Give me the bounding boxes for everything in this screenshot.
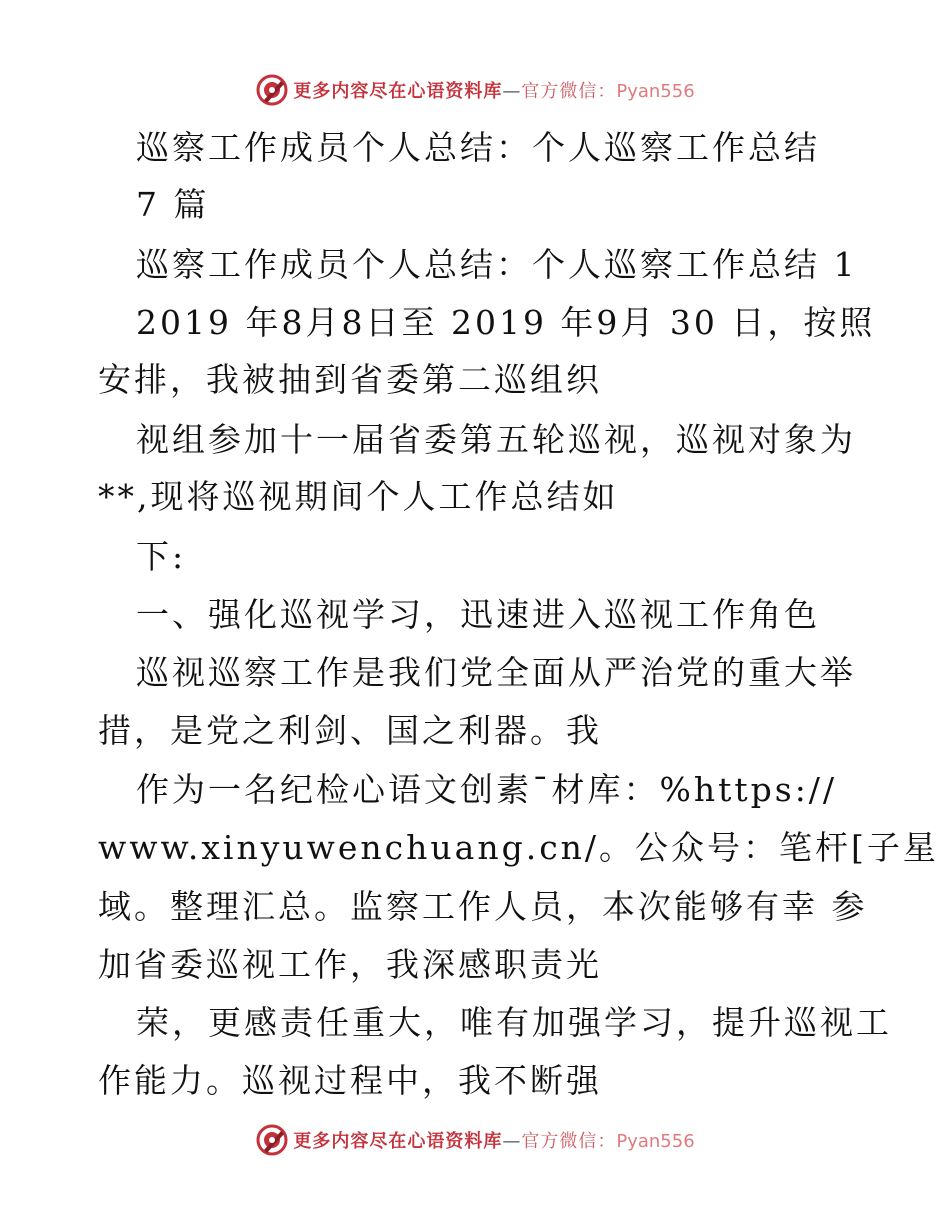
paragraph-line: 巡视巡察工作是我们党全面从严治党的重大举 (136, 653, 856, 692)
footer-banner-text: 更多内容尽在心语资料库—官方微信：Pyan556 (293, 1131, 695, 1152)
section-heading: 一、强化巡视学习，迅速进入巡视工作角色 (136, 595, 820, 634)
pen-logo-icon (255, 73, 289, 107)
paragraph-line: **,现将巡视期间个人工作总结如 (98, 477, 619, 516)
header-banner-text: 更多内容尽在心语资料库—官方微信：Pyan556 (293, 81, 695, 102)
subtitle-line: 巡察工作成员个人总结：个人巡察工作总结 1 (136, 245, 858, 284)
paragraph-line: 2019 年8月8日至 2019 年9月 30 日，按照 (136, 303, 876, 342)
paragraph-line: 措，是党之利剑、国之利器。我 (98, 711, 602, 750)
paragraph-line: 加省委巡视工作，我深感职责光 (98, 945, 602, 984)
paragraph-line: www.xinyuwenchuang.cn/。公众号：笔杆[子星 (98, 828, 939, 867)
paragraph-line: 下: (136, 537, 187, 576)
title-line-1: 巡察工作成员个人总结：个人巡察工作总结 (136, 128, 820, 167)
paragraph-line: 作能力。巡视过程中，我不断强 (98, 1061, 602, 1100)
header-banner (0, 70, 950, 110)
paragraph-line: 荣，更感责任重大，唯有加强学习，提升巡视工 (136, 1003, 892, 1042)
paragraph-line: 视组参加十一届省委第五轮巡视，巡视对象为 (136, 420, 856, 459)
paragraph-line: 安排，我被抽到省委第二巡组织 (98, 360, 602, 399)
title-line-2: 7 篇 (136, 185, 210, 224)
paragraph-line: 作为一名纪检心语文创素¯材库：%https:// (136, 770, 838, 809)
footer-banner (0, 1120, 950, 1160)
paragraph-line: 域。整理汇总。监察工作人员，本次能够有幸 参 (98, 887, 868, 926)
pen-logo-icon (255, 1123, 289, 1157)
